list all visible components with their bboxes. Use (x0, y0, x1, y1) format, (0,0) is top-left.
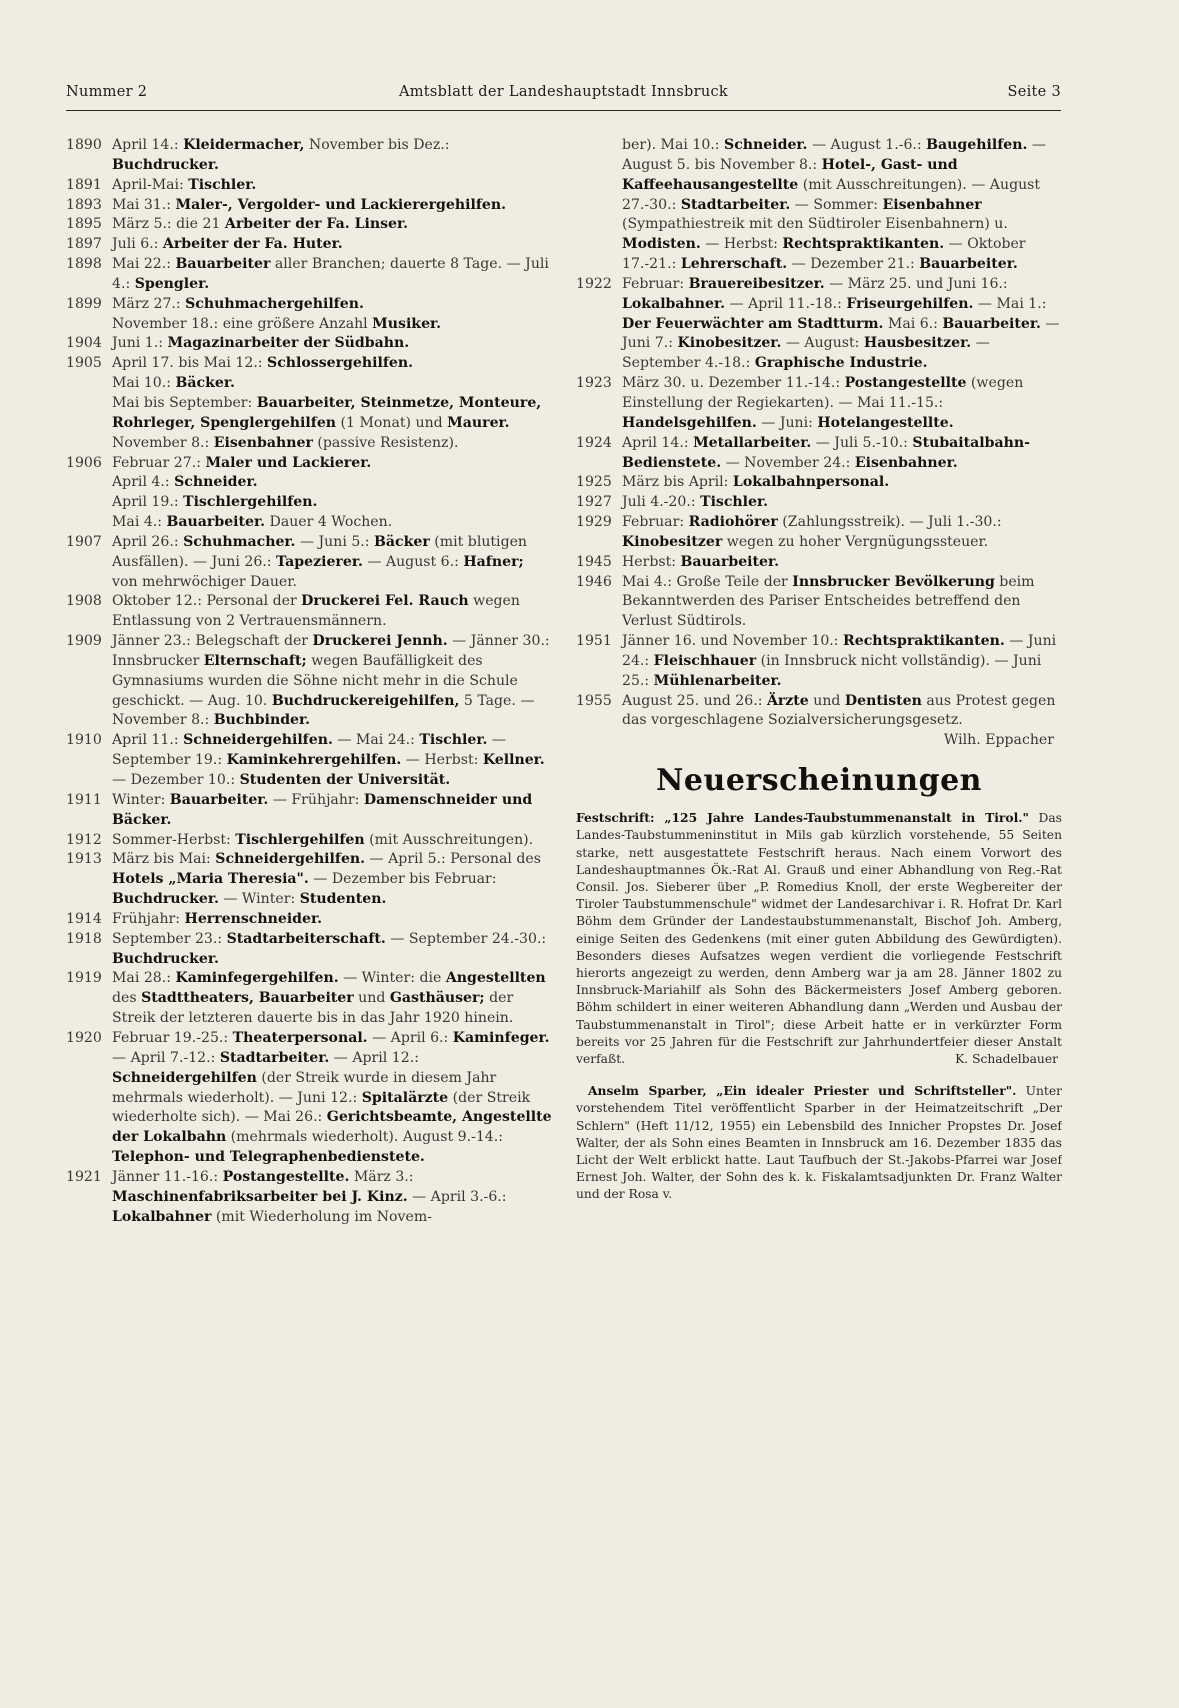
chronicle-entry (576, 692, 1062, 732)
chronicle-entry (576, 493, 1062, 513)
entry-year: 1890 (66, 137, 102, 153)
text-run: April 14.: (112, 137, 184, 153)
bold-text: Stadttheaters, Bauarbeiter (141, 990, 354, 1007)
text-run: Februar 27.: (112, 454, 206, 471)
chronicle-entry (66, 176, 552, 196)
chronicle-entry (576, 374, 1062, 434)
bold-text: Tischlergehilfen. (183, 494, 318, 511)
bold-text: Hafner; (463, 553, 524, 570)
entry-year: 1897 (66, 236, 102, 253)
text-run: Dauer 4 Wochen. (265, 514, 393, 531)
text-run: — August 1.-6.: (807, 137, 927, 153)
entry-year: 1895 (66, 216, 102, 233)
bold-text: Buchdrucker. (112, 950, 219, 967)
text-run: März 30. u. Dezember 11.-14.: (622, 375, 845, 392)
text-run: Februar: (622, 275, 689, 292)
chronicle-entry (66, 1168, 552, 1228)
chronicle-entry (66, 592, 552, 632)
bold-text: Hotel-, Gast- und Kaffeehausangestellte (622, 156, 958, 193)
bold-text: Hotels „Maria Theresia". (112, 871, 309, 888)
text-run: (der Streik wurde in diesem Jahr mehrmals wiederholt). — Juni 12.: (112, 1069, 497, 1106)
bold-text: Gasthäuser; (389, 990, 485, 1007)
bold-text: Tischlergehilfen (235, 831, 365, 848)
bold-text: Bauarbeiter. (166, 514, 266, 531)
text-run: (mehrmals wiederholt). August 9.-14.: (226, 1129, 503, 1146)
bold-text: Studenten. (299, 891, 387, 908)
entry-year: 1918 (66, 930, 102, 947)
text-run: 5 Tage. — November 8.: (112, 692, 535, 729)
bold-text: Dentisten (844, 692, 922, 709)
bold-text: Stadtarbeiter. (219, 1049, 330, 1066)
text-run: — August 5. bis November 8.: (622, 137, 1046, 173)
chronicle-entry (66, 434, 552, 454)
text-run: Jänner 11.-16.: (112, 1168, 223, 1185)
bold-text: Radiohörer (688, 514, 778, 531)
text-run: ber). Mai 10.: (622, 137, 725, 153)
text-run: wegen Entlassung von 2 Vertrauensmännern. (112, 593, 520, 630)
entry-year: 1904 (66, 335, 102, 352)
text-run: April 19.: (112, 494, 184, 511)
text-run: April 17. bis Mai 12.: (112, 355, 268, 372)
text-run: wegen Baufälligkeit des Gymnasiums wurden die Söhne nicht mehr in die Schule geschickt. — Aug. 10. (112, 652, 518, 709)
entry-year: 1925 (576, 474, 612, 491)
chronicle-entry (66, 255, 552, 295)
chronicle-entry (66, 533, 552, 593)
entry-year: 1924 (576, 434, 612, 451)
bold-text: Kleidermacher, (183, 137, 305, 153)
chronicle-entry (66, 374, 552, 394)
text-run: März bis Mai: (112, 851, 216, 868)
chronicle-entry (66, 136, 552, 176)
entry-year: 1920 (66, 1029, 102, 1046)
bold-text: Herrenschneider. (184, 910, 323, 927)
chronicle-entry (66, 850, 552, 910)
text-run: (der Streik wiederholte sich). — Mai 26.: (112, 1089, 531, 1126)
bold-text: Maler und Lackierer. (205, 454, 372, 471)
text-run: — Juni 7.: (622, 315, 1060, 352)
text-run: (1 Monat) und (336, 414, 448, 431)
text-run: August 25. und 26.: (622, 692, 767, 709)
text-run: — Winter: (218, 891, 300, 908)
text-run: (mit Ausschreitungen). — August 27.-30.: (622, 176, 1041, 213)
chronicle-entry (66, 215, 552, 235)
bold-text: Kellner. (482, 752, 545, 769)
text-run: (mit blutigen Ausfällen). — Juni 26.: (112, 533, 528, 570)
entry-year: 1945 (576, 553, 612, 570)
chronicle-entry (66, 910, 552, 930)
bold-text: Arbeiter der Fa. Linser. (224, 216, 409, 233)
bold-text: Kinobesitzer (622, 533, 723, 550)
entry-year: 1912 (66, 831, 102, 848)
text-run: November 18.: eine größere Anzahl (112, 315, 373, 332)
text-run: beim Bekanntwerden des Pariser Entscheides betreffend den Verlust Südtirols. (622, 573, 1035, 630)
chronicle-entry (66, 731, 552, 791)
chronicle-entry (576, 473, 1062, 493)
entry-year: 1913 (66, 851, 102, 868)
entry-year: 1955 (576, 692, 612, 709)
text-run: Februar 19.-25.: (112, 1029, 233, 1046)
bold-text: Elternschaft; (203, 652, 307, 669)
text-run: (Zahlungsstreik). — Juli 1.-30.: (777, 514, 1002, 531)
bold-text: Maschinenfabriksarbeiter bei J. Kinz. (112, 1188, 408, 1205)
text-run: — Mai 24.: (332, 732, 420, 749)
bold-text: Fleischhauer (653, 652, 757, 669)
bold-text: Hausbesitzer. (863, 335, 972, 352)
issue-number: Nummer 2 (66, 84, 148, 100)
bold-text: Buchdrucker. (112, 891, 219, 908)
text-run: April 26.: (112, 533, 184, 550)
bold-text: Der Feuerwächter am Stadtturm. (622, 315, 884, 332)
text-run: — Juni: (756, 414, 818, 431)
bold-text: Studenten der Universität. (239, 772, 451, 788)
bold-text: Schuhmacher. (183, 533, 296, 550)
book-review (576, 809, 1062, 1068)
text-run: Frühjahr: (112, 910, 185, 927)
entry-year: 1898 (66, 256, 102, 273)
entry-year: 1946 (576, 573, 612, 590)
book-review (576, 1082, 1062, 1203)
bold-text: Bäcker (374, 533, 430, 550)
text-run: April 14.: (622, 434, 694, 451)
text-run: Mai 6.: (883, 315, 943, 332)
chronicle-entry (66, 235, 552, 255)
text-run: Jänner 23.: Belegschaft der (112, 633, 313, 650)
bold-text: Tischler. (419, 732, 488, 749)
chronicle-entry (576, 136, 1062, 275)
text-run: aller Branchen; dauerte 8 Tage. — Juli 4.: (112, 256, 549, 292)
bold-text: Metallarbeiter. (693, 434, 812, 451)
bold-text: Festschrift: „125 Jahre Landes-Taubstummenanstalt in Tirol." (576, 810, 1029, 826)
text-run: Herbst: (622, 553, 681, 570)
text-run: März 3.: (349, 1168, 414, 1185)
entry-year: 1919 (66, 970, 102, 987)
text-run: März 5.: die 21 (112, 216, 225, 233)
bold-text: Spengler. (134, 275, 210, 292)
entry-year: 1908 (66, 593, 102, 610)
bold-text: Kaminkehrergehilfen. (226, 752, 402, 769)
bold-text: Handelsgehilfen. (622, 414, 757, 431)
text-run: April 11.: (112, 732, 184, 749)
text-run: (passive Resistenz). (312, 434, 459, 451)
text-run: — Juni 5.: (295, 533, 374, 550)
bold-text: Musiker. (372, 315, 442, 332)
bold-text: Eisenbahner. (854, 454, 958, 471)
text-run: — April 11.-18.: (725, 295, 847, 312)
bold-text: Bauarbeiter. (919, 256, 1018, 273)
text-run: — April 3.-6.: (407, 1188, 507, 1205)
entry-year: 1899 (66, 295, 102, 312)
bold-text: Buchdruckereigehilfen, (271, 692, 460, 709)
text-run: Mai 22.: (112, 256, 176, 273)
entry-year: 1911 (66, 791, 102, 808)
bold-text: Innsbrucker Bevölkerung (792, 573, 995, 590)
strike-list-continued (576, 136, 1062, 731)
entry-year: 1929 (576, 514, 612, 531)
text-run: April-Mai: (112, 176, 189, 193)
chronicle-entry (66, 295, 552, 315)
text-run: November 8.: (112, 434, 214, 451)
bold-text: Schlossergehilfen. (267, 355, 414, 372)
bold-text: Druckerei Fel. Rauch (301, 593, 469, 610)
entry-year: 1927 (576, 494, 612, 511)
text-run: von mehrwöchiger Dauer. (112, 573, 297, 590)
bold-text: Brauereibesitzer. (688, 275, 825, 292)
bold-text: Bauarbeiter. (169, 791, 269, 808)
bold-text: Postangestellte (844, 375, 967, 392)
text-run: Sommer-Herbst: (112, 831, 236, 848)
text-run: Mai 10.: (112, 375, 176, 392)
text-run: — Winter: die (338, 970, 446, 987)
chronicle-entry (66, 1029, 552, 1168)
bold-text: Spitalärzte (361, 1089, 449, 1106)
text-run: wegen zu hoher Vergnügungssteuer. (722, 533, 989, 550)
bold-text: Stubaitalbahn-Bedienstete. (622, 434, 1030, 471)
text-run: (Sympathiestreik mit den Südtiroler Eisenbahnern) u. (622, 216, 1008, 233)
text-run: — April 5.: Personal des (365, 851, 541, 868)
chronicle-entry (66, 454, 552, 474)
text-run: des (112, 990, 142, 1007)
bold-text: Magazinarbeiter der Südbahn. (167, 335, 410, 352)
bold-text: Schneidergehilfen. (183, 732, 333, 749)
entry-year: 1923 (576, 375, 612, 392)
text-run: — April 12.: (329, 1049, 419, 1066)
text-run: und (353, 990, 390, 1007)
text-run: — Oktober 17.-21.: (622, 236, 1026, 273)
bold-text: Tischler. (700, 494, 769, 511)
bold-text: Bauarbeiter (175, 256, 271, 273)
text-run: — August: (781, 335, 864, 352)
entry-year: 1891 (66, 176, 102, 193)
bold-text: Buchdrucker. (112, 156, 219, 173)
bold-text: Kaminfegergehilfen. (175, 970, 339, 987)
text-run: Das Landes-Taubstummeninstitut in Mils gab kürzlich vorstehende, 55 Seiten starke, nett ausgestattete Festschrift heraus. Nach einem Vorwort des Landeshauptmannes Ök.-Rat Al. Grauß und einer Abhandlung von Reg.-Rat Consil. Jos. Sieberer über „P. Romedius Knoll, der erste Wegbereiter der Tiroler Taubstummenschule" widmet der Landesarchivar i. R. Hofrat Dr. Karl Böhm dem Gründer der Landestaubstummenanstalt, Bischof Joh. Amberg, einige Seiten des Gedenkens (mit einer guten Abbildung des Gewürdigten). Besonders dieses Aufsatzes wegen verdient die vorliegende Festschrift hierorts angezeigt zu werden, denn Amberg war ja am 28. Jänner 1802 zu Innsbruck-Mariahilf als Sohn des Bäckermeisters Josef Amberg geboren. Böhm schildert in einer weiteren Abhandlung dann „Werden und Ausbau der Taubstummenanstalt in Tirol"; diese Arbeit hatte er in verkürzter Form bereits vor 25 Jahren für die Festschrift zur Jahrhundertfeier dieser Anstalt verfaßt. (576, 811, 1062, 1066)
section-title: Neuerscheinungen (656, 763, 982, 799)
left-column (66, 136, 552, 1696)
entry-year: 1909 (66, 633, 102, 650)
text-run: — Mai 1.: (973, 295, 1047, 312)
entry-year: 1914 (66, 910, 102, 927)
chronicle-entry (66, 969, 552, 1029)
bold-text: Bauarbeiter. (942, 315, 1041, 332)
page-header (66, 84, 1061, 106)
bold-text: Rechtspraktikanten. (782, 236, 945, 253)
chronicle-entry (576, 275, 1062, 374)
header-divider (66, 110, 1061, 111)
chronicle-entry (576, 513, 1062, 553)
bold-text: Maurer. (447, 414, 510, 431)
chronicle-entry (66, 513, 552, 533)
text-run: Jänner 16. und November 10.: (622, 633, 844, 650)
text-run: — November 24.: (721, 454, 855, 471)
bold-text: Arbeiter der Fa. Huter. (162, 236, 343, 253)
chronicle-entry (66, 791, 552, 831)
text-run: Winter: (112, 791, 170, 808)
bold-text: Bauarbeiter. (680, 553, 780, 570)
bold-text: Hotelangestellte. (817, 414, 954, 431)
text-run: der Streik der letzteren dauerte bis in das Jahr 1920 hinein. (112, 990, 514, 1027)
text-run: März bis April: (622, 474, 733, 491)
chronicle-entry (66, 334, 552, 354)
chronicle-entry (576, 573, 1062, 633)
text-run: Mai 28.: (112, 970, 176, 987)
bold-text: Tapezierer. (276, 553, 363, 570)
bold-text: Lokalbahnpersonal. (732, 474, 890, 491)
publication-title: Amtsblatt der Landeshauptstadt Innsbruck (398, 84, 728, 100)
entry-year: 1905 (66, 355, 102, 372)
bold-text: Lokalbahner. (622, 295, 726, 312)
text-run: April 4.: (112, 474, 175, 491)
chronicle-entry (66, 632, 552, 731)
bold-text: Buchbinder. (213, 712, 311, 729)
text-run: Juli 4.-20.: (622, 494, 701, 511)
text-run: — Juli 5.-10.: (811, 434, 913, 451)
text-run: — Herbst: (700, 236, 783, 253)
text-run: — September 4.-18.: (622, 335, 990, 372)
text-run: Oktober 12.: Personal der (112, 593, 302, 610)
text-run: Juni 1.: (112, 335, 168, 352)
bold-text: Schneidergehilfen (112, 1069, 257, 1086)
chronicle-entry (66, 196, 552, 216)
entry-year: 1921 (66, 1168, 102, 1185)
text-run: — Jänner 30.: Innsbrucker (112, 633, 550, 669)
entry-year: 1893 (66, 196, 102, 213)
bold-text: Telephon- und Telegraphenbedienstete. (112, 1149, 425, 1166)
bold-text: Tischler. (188, 176, 257, 193)
text-run: Mai 4.: Große Teile der (622, 573, 793, 590)
bold-text: Modisten. (622, 236, 701, 253)
chronicle-entry (66, 930, 552, 970)
bold-text: Schneider. (174, 474, 258, 491)
text-run: — Dezember 10.: (112, 772, 240, 788)
text-run: — März 25. und Juni 16.: (824, 275, 1008, 292)
bold-text: Kaminfeger. (452, 1029, 550, 1046)
entry-year: 1951 (576, 633, 612, 650)
text-run: (mit Wiederholung im Novem- (211, 1208, 432, 1225)
text-run: (wegen Einstellung der Regiekarten). — Mai 11.-15.: (622, 375, 1024, 411)
bold-text: Kinobesitzer. (677, 335, 782, 352)
bold-text: Bäcker. (175, 375, 235, 392)
text-run: — September 24.-30.: (385, 930, 547, 947)
bold-text: Eisenbahner (213, 434, 313, 451)
bold-text: Friseurgehilfen. (846, 295, 974, 312)
text-run: — April 7.-12.: (112, 1049, 220, 1066)
bold-text: Schuhmachergehilfen. (185, 295, 364, 312)
text-run: September 23.: (112, 930, 227, 947)
text-run: — Juni 24.: (622, 633, 1057, 669)
bold-text: Bauarbeiter, Steinmetze, Monteure, Rohrleger, Spenglergehilfen (112, 394, 542, 431)
chronicle-entry (66, 354, 552, 374)
reviews-section (576, 809, 1062, 1203)
chronicle-entry (576, 434, 1062, 474)
bold-text: Mühlenarbeiter. (653, 672, 782, 689)
text-run: Unter vorstehendem Titel veröffentlicht Sparber in der Heimatzeitschrift „Der Schlern" (Heft 11/12, 1955) ein Lebensbild des Innicher Propstes Dr. Josef Walter, der als Sohn eines Beamten in Innsbruck am 16. Dezember 1835 das Licht der Welt erblickt hatte. Laut Taufbuch der St.-Jakobs-Pfarrei war Josef Ernest Joh. Walter, der Sohn des k. k. Fiskalamtsadjunkten Dr. Franz Walter und der Rosa v. (576, 1084, 1062, 1202)
right-column (576, 136, 1062, 1696)
entry-year: 1922 (576, 275, 612, 292)
text-run: und (808, 692, 845, 709)
text-run: (mit Ausschreitungen). (364, 831, 534, 848)
bold-text: Rechtspraktikanten. (843, 633, 1005, 650)
text-run: (in Innsbruck nicht vollständig). — Juni 25.: (622, 652, 1042, 689)
bold-text: Damenschneider und Bäcker. (112, 791, 533, 828)
bold-text: Maler-, Vergolder- und Lackierergehilfen. (175, 196, 506, 213)
bold-text: Schneidergehilfen. (215, 851, 366, 868)
text-run: Mai bis September: (112, 394, 257, 411)
chronicle-entry (66, 831, 552, 851)
bold-text: Angestellten (445, 970, 546, 987)
bold-text: Stadtarbeiterschaft. (226, 930, 386, 947)
entry-year: 1910 (66, 732, 102, 749)
bold-text: Lokalbahner (112, 1208, 212, 1225)
bold-text: Theaterpersonal. (232, 1029, 368, 1046)
bold-text: Lehrerschaft. (680, 256, 788, 273)
text-run: Februar: (622, 514, 689, 531)
bold-text: Baugehilfen. (926, 137, 1028, 153)
bold-text: Postangestellte. (222, 1168, 350, 1185)
text-run: — April 6.: (367, 1029, 453, 1046)
text-run: Mai 4.: (112, 514, 167, 531)
text-run: Mai 31.: (112, 196, 176, 213)
text-run: — Dezember 21.: (787, 256, 920, 273)
chronicle-entry (576, 553, 1062, 573)
chronicle-entry (66, 493, 552, 513)
bold-text: Graphische Industrie. (754, 355, 928, 372)
page-number: Seite 3 (1007, 84, 1061, 100)
text-run: November bis Dez.: (304, 137, 450, 153)
author-signature: Wilh. Eppacher (943, 732, 1054, 749)
bold-text: Gerichtsbeamte, Angestellte der Lokalbahn (112, 1109, 552, 1146)
text-run: — Dezember bis Februar: (308, 871, 497, 888)
chronicle-entry (576, 632, 1062, 692)
text-run: — Sommer: (790, 196, 883, 213)
text-run: — August 6.: (362, 553, 464, 570)
bold-text: Anselm Sparber, „Ein idealer Priester und Schriftsteller". (588, 1083, 1017, 1099)
chronicle-entry (66, 315, 552, 335)
bold-text: Druckerei Jennh. (312, 633, 448, 650)
entry-year: 1907 (66, 533, 102, 550)
entry-year: 1906 (66, 454, 102, 471)
bold-text: Eisenbahner (882, 196, 982, 213)
review-author: K. Schadelbauer (955, 1052, 1058, 1067)
bold-text: Schneider. (724, 137, 808, 153)
bold-text: Stadtarbeiter. (680, 196, 791, 213)
text-run: aus Protest gegen das vorgeschlagene Sozialversicherungsgesetz. (622, 692, 1056, 729)
text-run: Juli 6.: (112, 236, 163, 253)
bold-text: Ärzte (766, 692, 809, 709)
text-run: — September 19.: (112, 732, 506, 769)
text-run: März 27.: (112, 295, 186, 312)
chronicle-entry (66, 394, 552, 434)
chronicle-entry (66, 473, 552, 493)
text-run: — Herbst: (401, 752, 483, 769)
text-run: — Frühjahr: (268, 791, 364, 808)
